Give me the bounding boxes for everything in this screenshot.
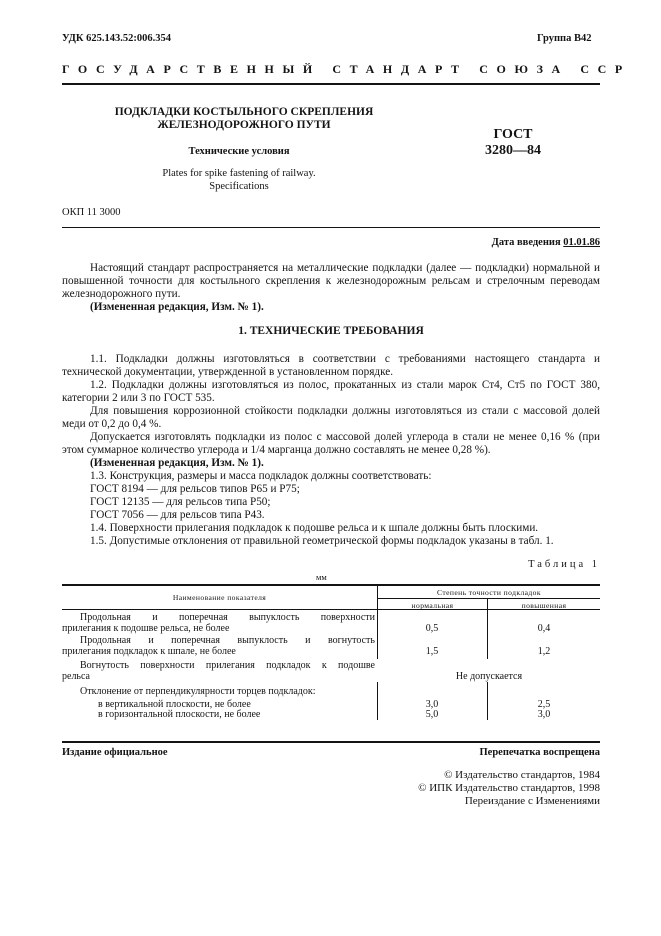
introduction-date-label: Дата введения: [491, 237, 564, 248]
paragraph-1-2-copper: Для повышения коррозионной стойкости подкладки должны изготовляться из стали с массовой долей меди от 0,2 до 0,4 %.: [62, 405, 600, 431]
row-6-high: 3,0: [537, 709, 551, 720]
row-5-high: 2,5: [537, 699, 551, 710]
row-2-high: 1,2: [537, 646, 551, 657]
doc-subtitle: Технические условия: [188, 146, 290, 157]
gost-ref-7056: ГОСТ 7056 — для рельсов типа Р43.: [90, 509, 265, 521]
gost-number: 3280—84: [485, 143, 541, 158]
title-line-1: ПОДКЛАДКИ КОСТЫЛЬНОГО СКРЕПЛЕНИЯ: [114, 106, 374, 118]
header-normal: нормальная: [411, 601, 454, 610]
paragraph-1-2-carbon: Допускается изготовлять подкладки из полос с массовой долей углерода в стали не менее 0,16 % (при этом суммарное количество углерода и 1/4 марганца должно составлять не менее 0,28 %).: [62, 431, 600, 457]
section-amendment: (Измененная редакция, Изм. № 1).: [90, 457, 264, 469]
row-1-normal: 0,5: [425, 623, 439, 634]
paragraph-1-5: 1.5. Допустимые отклонения от правильной геометрической формы подкладок указаны в табл. 1.: [90, 535, 554, 547]
introduction-date: [400, 237, 600, 248]
paragraph-1-4: 1.4. Поверхности прилегания подкладок к подошве рельса и к шпале должны быть плоскими.: [90, 522, 539, 534]
group-code: Группа В42: [537, 33, 592, 44]
official-edition: Издание официальное: [62, 747, 168, 758]
row-3-name-line2: рельса: [62, 671, 90, 682]
gost-label: ГОСТ: [493, 127, 533, 142]
row-2-normal: 1,5: [425, 646, 439, 657]
paragraph-1-3: 1.3. Конструкция, размеры и масса подкладок должны соответствовать:: [90, 470, 432, 482]
introduction-date-value: 01.01.86: [563, 237, 600, 248]
paragraph-1-2: 1.2. Подкладки должны изготовляться из полос, прокатанных из стали марок Ст4, Ст5 по ГОСТ 380, категории 2 или 3 по ГОСТ 535.: [62, 379, 600, 405]
header-high: повышенная: [521, 601, 567, 610]
row-6-normal: 5,0: [425, 709, 439, 720]
header-accuracy-group: Степень точности подкладок: [437, 588, 541, 597]
row-3-name-line1: Вогнутость поверхности прилегания подкладок к подошве: [80, 660, 375, 671]
table-top-rule: [62, 584, 600, 586]
row-2-name-line2: прилегания подкладок к шпале, не более: [62, 646, 236, 657]
copyright-1984: © Издательство стандартов, 1984: [444, 769, 600, 781]
gost-ref-8194: ГОСТ 8194 — для рельсов типов Р65 и Р75;: [90, 483, 300, 495]
table-body-divider-right-2: [487, 682, 488, 720]
header-rule: [62, 83, 600, 85]
header-indicator-name: Наименование показателя: [172, 593, 267, 602]
row-2-name-line1: Продольная и поперечная выпуклость и вогнутость: [80, 635, 375, 646]
gost-ref-12135: ГОСТ 12135 — для рельсов типа Р50;: [90, 496, 271, 508]
row-1-name-line1: Продольная и поперечная выпуклость поверхности: [80, 612, 375, 623]
row-5-normal: 3,0: [425, 699, 439, 710]
table-unit: мм: [316, 572, 327, 582]
okp-code: ОКП 11 3000: [62, 207, 121, 218]
standard-banner: ГОСУДАРСТВЕННЫЙ СТАНДАРТ СОЮЗА ССР: [62, 62, 631, 76]
intro-amendment: (Измененная редакция, Изм. № 1).: [90, 301, 264, 313]
table-body-divider-right: [487, 609, 488, 659]
english-title-2: Specifications: [209, 181, 269, 192]
reprint-prohibited: Перепечатка воспрещена: [479, 747, 600, 758]
row-3-merged-value: Не допускается: [455, 671, 523, 682]
row-1-high: 0,4: [537, 623, 551, 634]
title-line-2: ЖЕЛЕЗНОДОРОЖНОГО ПУТИ: [157, 119, 331, 131]
reissue-note: Переиздание с Изменениями: [464, 795, 600, 807]
row-6-name: в горизонтальной плоскости, не более: [98, 709, 261, 720]
footer-rule: [62, 741, 600, 743]
english-title-1: Plates for spike fastening of railway.: [162, 168, 316, 179]
intro-paragraph: Настоящий стандарт распространяется на металлические подкладки (далее — подкладки) нормальной и повышенной точности для костыльного скрепления к железнодорожным рельсам и стрелочным переводам железнодорожного пути.: [62, 262, 600, 301]
table-body-divider-left: [377, 609, 378, 659]
row-4-name: Отклонение от перпендикулярности торцев подкладок:: [80, 686, 316, 697]
section-heading: 1. ТЕХНИЧЕСКИЕ ТРЕБОВАНИЯ: [238, 325, 424, 337]
table-caption: Таблица 1: [528, 559, 600, 570]
copyright-1998: © ИПК Издательство стандартов, 1998: [418, 782, 600, 794]
row-1-name-line2: прилегания к подошве рельса, не более: [62, 623, 230, 634]
udk-code: УДК 625.143.52:006.354: [62, 33, 171, 44]
paragraph-1-1: 1.1. Подкладки должны изготовляться в соответствии с требованиями настоящего стандарта и технической документации, утвержденной в установленном порядке.: [62, 353, 600, 379]
title-rule: [62, 227, 600, 228]
row-5-name: в вертикальной плоскости, не более: [98, 699, 251, 710]
